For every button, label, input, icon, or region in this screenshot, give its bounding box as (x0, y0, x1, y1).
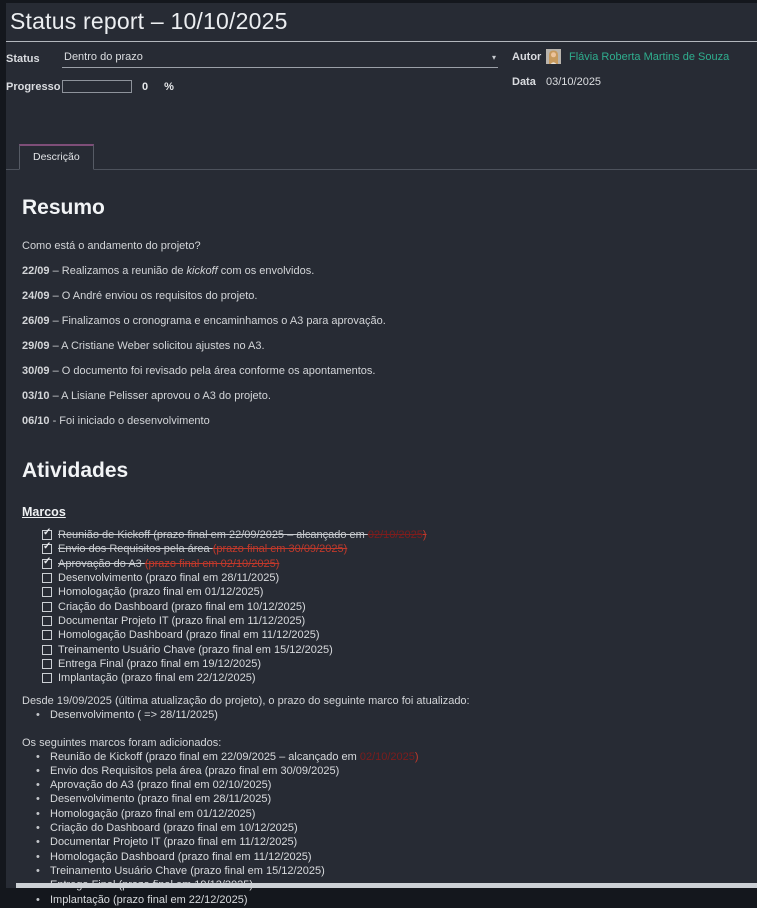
milestone-label (58, 658, 261, 670)
text-segment: Desenvolvimento (prazo final em 28/11/2025) (58, 572, 280, 585)
checkbox-unchecked-icon[interactable] (42, 602, 52, 612)
tab-strip (6, 143, 757, 170)
resumo-entry (22, 315, 741, 327)
date-label: Data (512, 76, 536, 88)
milestone-item (42, 585, 741, 599)
author-label: Autor (512, 50, 542, 63)
added-milestone-item (36, 894, 741, 908)
checkbox-checked-icon[interactable] (42, 530, 52, 540)
resumo-entries (22, 240, 741, 427)
text-segment: (prazo final em 02/10/2025) (144, 557, 280, 570)
text-segment: 29/09 (22, 340, 50, 352)
text-segment: Aprovação do A3 (prazo final em 02/10/2025) (50, 779, 272, 792)
text-segment: Treinamento Usuário Chave (prazo final em 15/12/2025) (58, 643, 333, 656)
resumo-heading: Resumo (22, 196, 105, 219)
added-milestone-item (36, 779, 741, 793)
checkbox-unchecked-icon[interactable] (42, 659, 52, 669)
text-segment: 24/09 (22, 290, 50, 302)
milestone-label (58, 572, 279, 584)
added-milestone-item (36, 822, 741, 836)
milestone-item (42, 671, 741, 685)
text-segment: Reunião de Kickoff (prazo final em 22/09/2025 – alcançado em (50, 750, 360, 763)
text-segment: com os envolvidos. (217, 265, 315, 277)
milestone-item (42, 542, 741, 556)
text-segment: Desenvolvimento (prazo final em 28/11/2025) (50, 793, 272, 806)
text-segment: – O André enviou os requisitos do projeto. (49, 290, 258, 302)
progress-bar[interactable] (62, 80, 132, 93)
form-left-column (6, 49, 506, 105)
milestone-item (42, 571, 741, 585)
updated-milestone-item: • Desenvolvimento ( => 28/11/2025) (36, 709, 741, 723)
text-segment: Envio dos Requisitos pela área (58, 543, 213, 556)
text-segment: Homologação Dashboard (prazo final em 11/12/2025) (58, 629, 320, 642)
author-avatar (546, 49, 561, 64)
milestone-label (58, 629, 320, 641)
text-segment: Como está o andamento do projeto? (22, 240, 201, 252)
added-milestone-item (36, 765, 741, 779)
resumo-entry (22, 290, 741, 302)
text-segment: 02/10/2025 (367, 529, 423, 542)
author-row (512, 49, 757, 64)
checkbox-unchecked-icon[interactable] (42, 587, 52, 597)
resumo-entry (22, 240, 741, 252)
resumo-entry (22, 390, 741, 402)
tab-descricao[interactable]: Descrição (19, 144, 94, 170)
text-segment: – Realizamos a reunião de (49, 265, 187, 277)
date-value: 03/10/2025 (546, 76, 602, 88)
added-milestone-item (36, 865, 741, 879)
text-segment: 26/09 (22, 315, 50, 327)
horizontal-scrollbar[interactable] (16, 883, 757, 888)
text-segment: – Finalizamos o cronograma e encaminhamos o A3 para aprovação. (49, 315, 386, 327)
text-segment: Documentar Projeto IT (prazo final em 11/12/2025) (50, 836, 298, 849)
progress-row (6, 80, 506, 93)
text-segment: 06/10 (22, 415, 50, 427)
text-segment: – A Cristiane Weber solicitou ajustes no A3. (49, 340, 265, 352)
status-label: Status (6, 52, 40, 65)
text-segment: ) (414, 750, 419, 763)
page-title: Status report – 10/10/2025 (10, 8, 288, 34)
milestone-label (58, 558, 279, 570)
milestone-label (58, 586, 263, 598)
added-milestone-item (36, 793, 741, 807)
text-segment: - Foi iniciado o desenvolvimento (49, 415, 210, 427)
marcos-heading: Marcos (22, 505, 66, 519)
text-segment: 02/10/2025 (359, 750, 415, 763)
text-segment: Criação do Dashboard (prazo final em 10/12/2025) (58, 600, 306, 613)
text-segment: Homologação (prazo final em 01/12/2025) (50, 807, 256, 820)
text-segment: (prazo final em 30/09/2025) (212, 543, 348, 556)
milestone-label (58, 529, 427, 541)
checkbox-unchecked-icon[interactable] (42, 630, 52, 640)
text-segment: Treinamento Usuário Chave (prazo final em 15/12/2025) (50, 864, 325, 877)
text-segment: Documentar Projeto IT (prazo final em 11/12/2025) (58, 614, 306, 627)
text-segment: Criação do Dashboard (prazo final em 10/12/2025) (50, 822, 298, 835)
checkbox-unchecked-icon[interactable] (42, 616, 52, 626)
milestone-label (58, 672, 256, 684)
milestones-list (22, 528, 741, 685)
text-segment: 03/10 (22, 390, 50, 402)
added-milestone-item (36, 751, 741, 765)
added-note: Os seguintes marcos foram adicionados: (22, 736, 222, 749)
milestone-label (58, 615, 305, 627)
progress-value: 0 (142, 80, 149, 93)
resumo-entry (22, 415, 741, 427)
milestone-item (42, 628, 741, 642)
milestone-item (42, 657, 741, 671)
milestone-label (58, 543, 347, 555)
author-link[interactable]: Flávia Roberta Martins de Souza (569, 50, 730, 63)
checkbox-checked-icon[interactable] (42, 544, 52, 554)
added-milestone-item (36, 836, 741, 850)
status-dropdown[interactable] (62, 49, 498, 68)
milestone-item (42, 528, 741, 542)
added-milestone-item (36, 808, 741, 822)
text-segment: ) (422, 529, 427, 542)
chevron-down-icon: ▾ (491, 53, 496, 62)
text-segment: Implantação (prazo final em 22/12/2025) (50, 893, 248, 906)
milestone-label (58, 644, 333, 656)
milestone-label (58, 601, 306, 613)
milestone-item (42, 599, 741, 613)
text-segment: Homologação (prazo final em 01/12/2025) (58, 586, 264, 599)
text-segment: Envio dos Requisitos pela área (prazo final em 30/09/2025) (50, 764, 340, 777)
page-header (6, 3, 757, 42)
resumo-entry (22, 340, 741, 352)
milestone-item (42, 614, 741, 628)
progress-label: Progresso (6, 80, 61, 93)
atividades-heading: Atividades (22, 459, 129, 482)
updated-note: Desde 19/09/2025 (última atualização do projeto), o prazo do seguinte marco foi atualizado: (22, 695, 470, 708)
report-form (6, 49, 757, 105)
form-right-column (506, 49, 757, 105)
text-segment: – O documento foi revisado pela área conforme os apontamentos. (49, 365, 376, 377)
text-segment: Aprovação do A3 (58, 557, 145, 570)
checkbox-unchecked-icon[interactable] (42, 673, 52, 683)
text-segment: Implantação (prazo final em 22/12/2025) (58, 672, 256, 685)
text-segment: Entrega Final (prazo final em 19/12/2025) (58, 657, 262, 670)
text-segment: kickoff (186, 265, 218, 277)
updated-items-list (22, 709, 741, 723)
resumo-entry (22, 265, 741, 277)
checkbox-unchecked-icon[interactable] (42, 645, 52, 655)
checkbox-checked-icon[interactable] (42, 559, 52, 569)
text-segment: Homologação Dashboard (prazo final em 11/12/2025) (50, 850, 312, 863)
added-milestone-item (36, 851, 741, 865)
text-segment: – A Lisiane Pelisser aprovou o A3 do projeto. (49, 390, 271, 402)
text-segment: 30/09 (22, 365, 50, 377)
milestone-item (42, 642, 741, 656)
date-row (512, 76, 757, 88)
checkbox-unchecked-icon[interactable] (42, 573, 52, 583)
text-segment: 22/09 (22, 265, 50, 277)
status-row (6, 49, 506, 68)
text-segment: Reunião de Kickoff (prazo final em 22/09/2025 – alcançado em (58, 529, 368, 542)
resumo-entry (22, 365, 741, 377)
milestone-item (42, 557, 741, 571)
progress-unit: % (164, 80, 174, 93)
status-dropdown-value: Dentro do prazo (64, 51, 143, 63)
report-body (6, 196, 757, 908)
